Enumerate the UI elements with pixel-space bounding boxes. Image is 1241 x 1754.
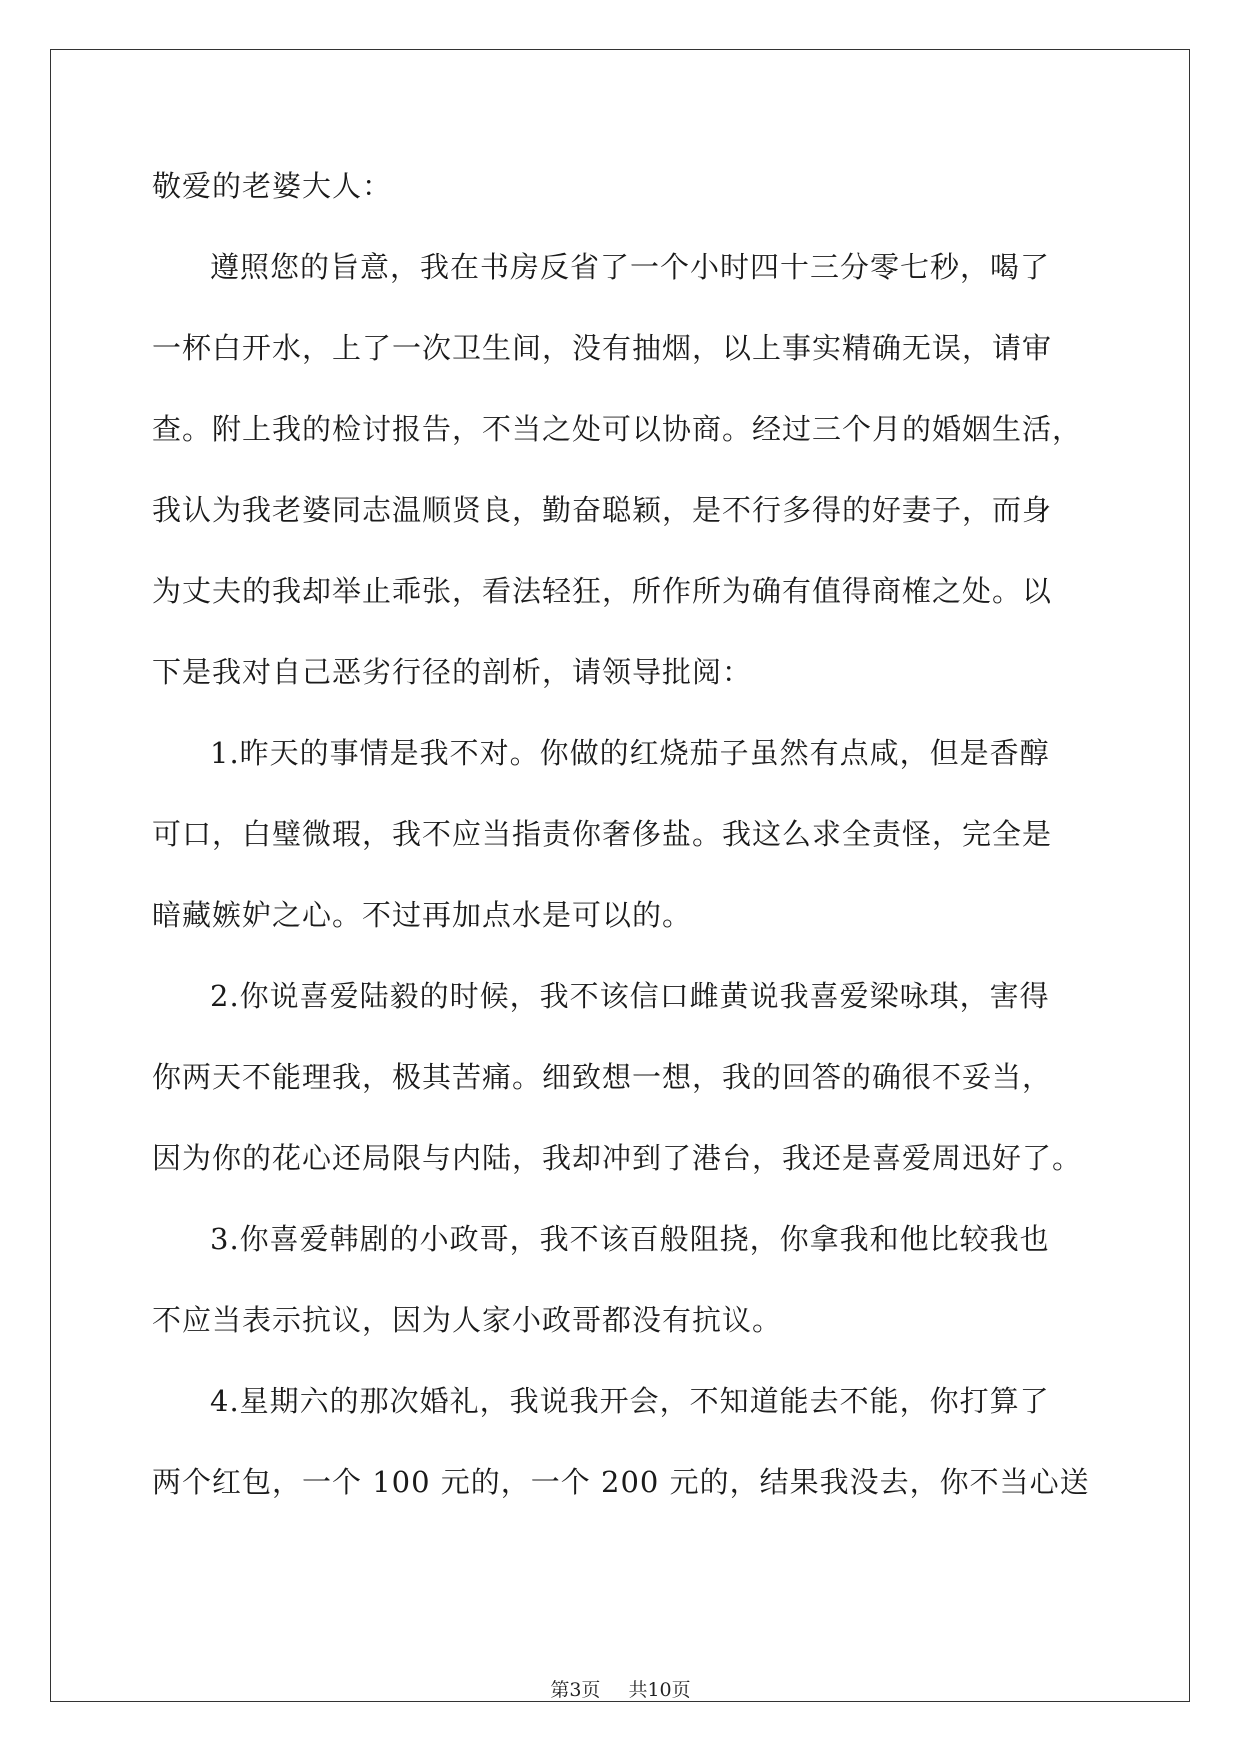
document-body <box>152 168 1092 1545</box>
list-item-line: 1.昨天的事情是我不对。你做的红烧茄子虽然有点咸，但是香醇 <box>210 736 1050 770</box>
page-footer <box>0 1675 1241 1702</box>
list-item-line: 4.星期六的那次婚礼，我说我开会，不知道能去不能，你打算了 <box>210 1384 1050 1418</box>
paragraph-line: 下是我对自己恶劣行径的剖析，请领导批阅： <box>152 655 753 689</box>
list-item-line: 2.你说喜爱陆毅的时候，我不该信口雌黄说我喜爱梁咏琪，害得 <box>210 979 1050 1013</box>
list-item-line: 因为你的花心还局限与内陆，我却冲到了港台，我还是喜爱周迅好了。 <box>152 1141 1083 1175</box>
list-item-line: 不应当表示抗议，因为人家小政哥都没有抗议。 <box>152 1303 783 1337</box>
salutation: 敬爱的老婆大人： <box>152 169 393 203</box>
paragraph-line: 我认为我老婆同志温顺贤良，勤奋聪颖，是不行多得的好妻子，而身 <box>152 493 1053 527</box>
paragraph-line: 遵照您的旨意，我在书房反省了一个小时四十三分零七秒，喝了 <box>210 250 1051 284</box>
page-number: 第3页 <box>550 1679 601 1701</box>
list-item-line: 两个红包，一个 100 元的，一个 200 元的，结果我没去，你不当心送 <box>152 1465 1090 1499</box>
list-item-line: 暗藏嫉妒之心。不过再加点水是可以的。 <box>152 898 693 932</box>
list-item-line: 可口，白璧微瑕，我不应当指责你奢侈盐。我这么求全责怪，完全是 <box>152 817 1053 851</box>
page-total: 共10页 <box>628 1679 691 1701</box>
paragraph-line: 查。附上我的检讨报告，不当之处可以协商。经过三个月的婚姻生活， <box>152 412 1083 446</box>
list-item-line: 3.你喜爱韩剧的小政哥，我不该百般阻挠，你拿我和他比较我也 <box>210 1222 1050 1256</box>
list-item-line: 你两天不能理我，极其苦痛。细致想一想，我的回答的确很不妥当， <box>152 1060 1053 1094</box>
paragraph-line: 为丈夫的我却举止乖张，看法轻狂，所作所为确有值得商榷之处。以 <box>152 574 1053 608</box>
paragraph-line: 一杯白开水，上了一次卫生间，没有抽烟，以上事实精确无误，请审 <box>152 331 1053 365</box>
